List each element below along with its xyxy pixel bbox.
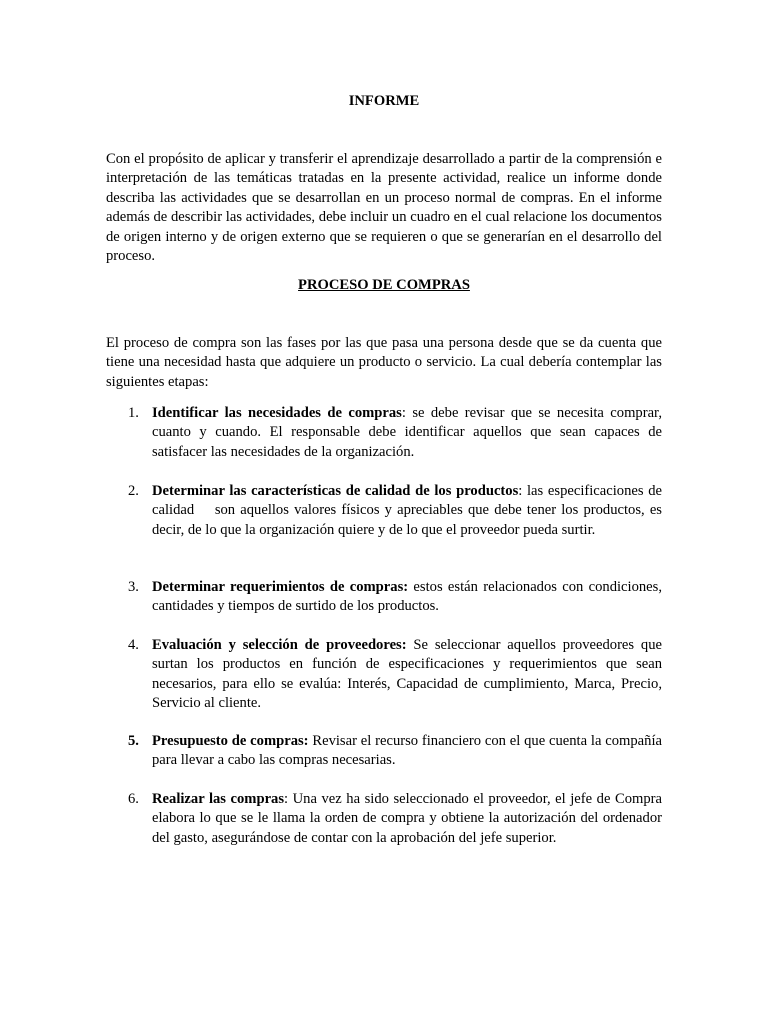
step-body: [152, 790, 662, 848]
step-heading: Determinar requerimientos de compras:: [152, 579, 409, 595]
step-heading: Identificar las necesidades de compras: [152, 405, 402, 421]
step-body: [152, 732, 662, 771]
step-text: : se debe revisar que se necesita comprar, cuanto y cuando. El responsable debe identificar aquellos que sean capaces de satisfacer las necesidades de la organización.: [152, 405, 662, 460]
step-number: 2.: [128, 483, 139, 499]
step-number: 5.: [128, 733, 139, 749]
step-body: [152, 578, 662, 617]
step-text: : Una vez ha sido seleccionado el proveedor, el jefe de Compra elabora lo que se le llama la orden de compra y obtiene la autorización del ordenador del gasto, asegurándose de contar con la aprobación del jefe superior.: [152, 791, 662, 846]
document-title: INFORME: [348, 93, 420, 109]
step-heading: Realizar las compras: [152, 791, 285, 807]
step-body: [152, 482, 666, 540]
step-heading: Presupuesto de compras:: [152, 733, 309, 749]
step-text: Se seleccionar aquellos proveedores que surtan los productos en función de especificaciones y requerimientos que sean necesarios, para ello se evalúa: Interés, Capacidad de cumplimiento, Marca, Precio, Servicio al cliente.: [152, 637, 662, 712]
intro-paragraph: Con el propósito de aplicar y transferir el aprendizaje desarrollado a partir de la comprensión e interpretación de las temáticas tratadas en la presente actividad, realice un informe donde describa las actividades que se desarrollan en un proceso normal de compras. En el informe además de describir las actividades, debe incluir un cuadro en el cual relacione los documentos de origen interno y de origen externo que se requieren o que se generarían en el desarrollo del proceso.: [106, 151, 662, 265]
step-number: 3.: [128, 579, 139, 595]
step-text: : las especificaciones de calidad son aquellos valores físicos y apreciables que debe tener los productos, es decir, de lo que la organización quiere y de lo que el proveedor pueda surtir.: [152, 483, 666, 538]
step-number: 6.: [128, 791, 139, 807]
step-heading: Determinar las características de calidad de los productos: [152, 483, 519, 499]
step-number: 4.: [128, 637, 139, 653]
step-body: [152, 404, 662, 462]
step-body: [152, 636, 662, 714]
step-text: estos están relacionados con condiciones, cantidades y tiempos de surtido de los productos.: [152, 579, 662, 615]
step-number: 1.: [128, 405, 139, 421]
section-heading: PROCESO DE COMPRAS: [298, 277, 470, 293]
description-paragraph: El proceso de compra son las fases por las que pasa una persona desde que se da cuenta que tiene una necesidad hasta que adquiere un producto o servicio. La cual debería contemplar las siguientes etapas:: [106, 335, 662, 390]
step-text: Revisar el recurso financiero con el que cuenta la compañía para llevar a cabo las compras necesarias.: [152, 733, 662, 769]
step-heading: Evaluación y selección de proveedores:: [152, 637, 407, 653]
